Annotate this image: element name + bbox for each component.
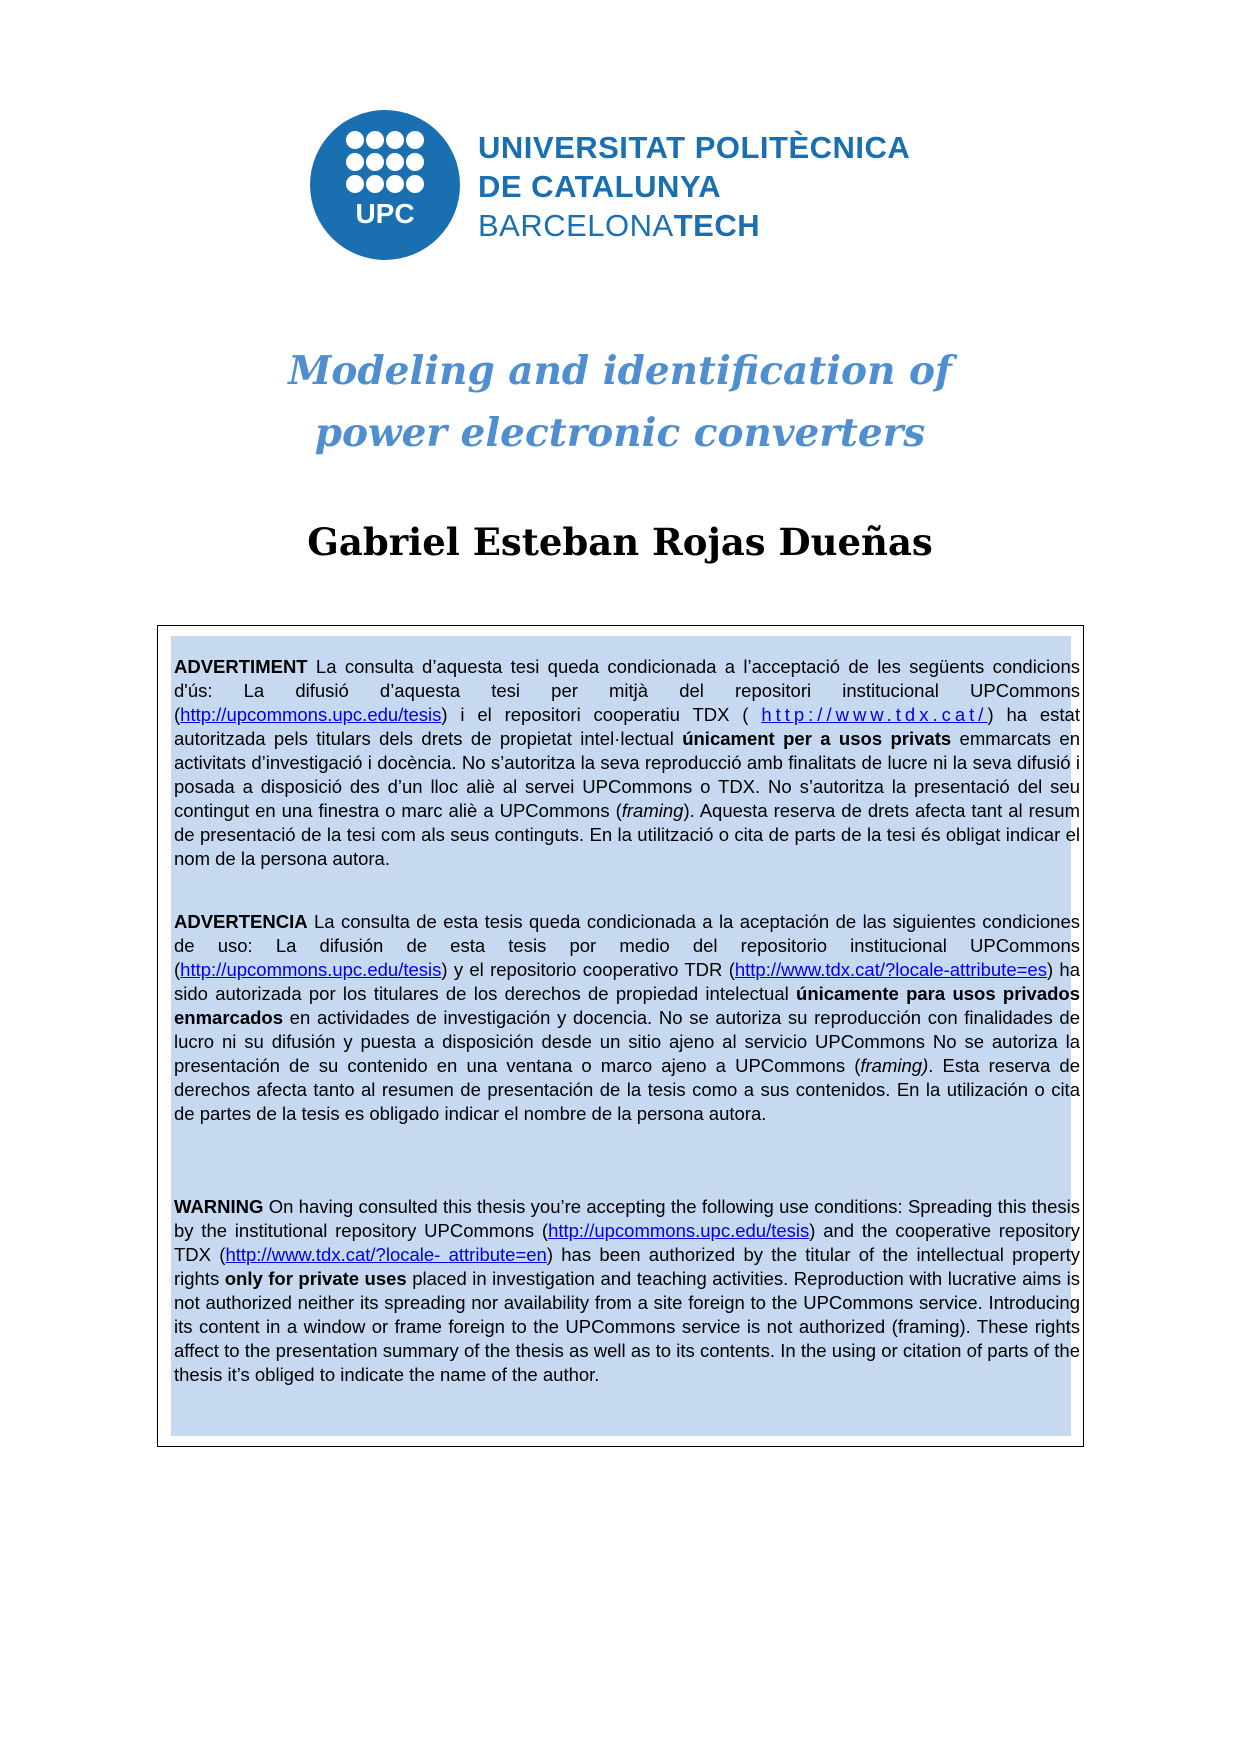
author-name: Gabriel Esteban Rojas Dueñas	[307, 520, 933, 564]
notice-spanish-italic: framing)	[860, 1055, 929, 1076]
logo-line-3-light: BARCELONA	[478, 208, 674, 243]
notice-spanish-text-1: La consulta de esta tesis queda condicionada a la aceptación de las siguientes condiciones de uso: La difusión de esta tesis por medio del repositorio institucional UPCommons (	[174, 911, 1080, 980]
notice-catalan-text-2: ) i el repositori cooperatiu TDX (	[441, 704, 762, 725]
notice-spanish-bold: únicamente para usos privados enmarcados	[174, 983, 1081, 1028]
logo-mark-text: UPC	[355, 198, 415, 229]
notice-english-link-upcommons[interactable]: http://upcommons.upc.edu/tesis	[548, 1220, 810, 1241]
notice-english-text-2: ) and the cooperative repository TDX (	[174, 1220, 1080, 1265]
notice-english-text-4: placed in investigation and teaching activities. Reproduction with lucrative aims is not authorized neither its spreading nor availability from a site foreign to the UPCommons service. Introducing its content in a window or frame foreign to the UPCommons service is not authorized (framing). These rights affect to the presentation summary of the thesis as well as to its contents. In the using or citation of parts of the thesis it’s obliged to indicate the name of the author.	[174, 1268, 1080, 1385]
notice-catalan-italic: framing	[621, 800, 684, 821]
notice-english-text-1: On having consulted this thesis you’re accepting the following use conditions: Spreading this thesis by the institutional repository UPCommons (	[174, 1196, 1080, 1241]
notice-catalan-text-1: La consulta d’aquesta tesi queda condicionada a l’acceptació de les següents condicions d'ús: La difusió d’aquesta tesi per mitjà del repositori institucional UPCommons (	[174, 656, 1080, 725]
upc-emblem-icon	[310, 110, 460, 260]
notice-spanish-text-2: ) y el repositorio cooperativo TDR (	[441, 959, 735, 980]
notice-catalan-link-upcommons[interactable]: http://upcommons.upc.edu/tesis	[180, 704, 442, 725]
notice-catalan-text-3: ) ha estat autoritzada pels titulars dels drets de propietat intel·lectual	[174, 704, 1080, 749]
logo-line-3-bold: TECH	[673, 208, 761, 243]
notice-catalan	[174, 655, 1080, 871]
thesis-title-line-1: Modeling and identification of	[288, 348, 952, 394]
notice-spanish-text-5: . Esta reserva de derechos afecta tanto al resumen de presentación de la tesis como a sus contenidos. En la utilización o cita de partes de la tesis es obligado indicar el nombre de la persona autora.	[174, 1055, 1081, 1124]
notice-catalan-bold: únicament per a usos privats	[682, 728, 952, 749]
notice-english	[174, 1195, 1080, 1387]
notice-spanish-text-3: ) ha sido autorizada por los titulares de los derechos de propiedad intelectual	[174, 959, 1080, 1004]
notice-spanish-text-4: en actividades de investigación y docencia. No se autoriza su reproducción con finalidades de lucro ni su difusión y puesta a disposición desde un sitio ajeno al servicio UPCommons No se autoriza la presentación de su contenido en una ventana o marco ajeno a UPCommons (	[174, 1007, 1080, 1076]
logo-wordmark	[478, 128, 910, 245]
notice-spanish-link-tdr[interactable]: http://www.tdx.cat/?locale-attribute=es	[734, 959, 1047, 980]
notice-spanish-heading: ADVERTENCIA	[174, 911, 308, 932]
notice-catalan-link-tdx[interactable]: http://www.tdx.cat/	[761, 704, 988, 725]
notice-english-bold: only for private uses	[224, 1268, 407, 1289]
notice-catalan-heading: ADVERTIMENT	[174, 656, 308, 677]
thesis-title	[0, 340, 1240, 464]
notice-catalan-text-5: ). Aquesta reserva de drets afecta tant al resum de presentació de la tesi com als seus continguts. En la utilització o cita de parts de la tesi és obligat indicar el nom de la persona autora.	[174, 800, 1080, 869]
notice-english-link-tdx[interactable]: http://www.tdx.cat/?locale- attribute=en	[225, 1244, 547, 1265]
notice-english-text-3: ) has been authorized by the titular of the intellectual property rights	[174, 1244, 1080, 1289]
notice-spanish-link-upcommons[interactable]: http://upcommons.upc.edu/tesis	[180, 959, 442, 980]
logo-line-1: UNIVERSITAT POLITÈCNICA	[478, 130, 911, 165]
logo-line-3	[478, 206, 910, 245]
thesis-title-line-2: power electronic converters	[314, 410, 926, 456]
upc-logo	[310, 110, 950, 260]
notice-catalan-text-4: emmarcats en activitats d’investigació i docència. No s’autoritza la seva reproducció amb finalitats de lucre ni la seva difusió i posada a disposició des d’un lloc aliè al servei UPCommons o TDX. No s’autoritza la presentació del seu contingut en una finestra o marc aliè a UPCommons (	[174, 728, 1080, 821]
logo-line-2: DE CATALUNYA	[478, 169, 722, 204]
notice-spanish	[174, 910, 1080, 1126]
notice-english-heading: WARNING	[174, 1196, 264, 1217]
